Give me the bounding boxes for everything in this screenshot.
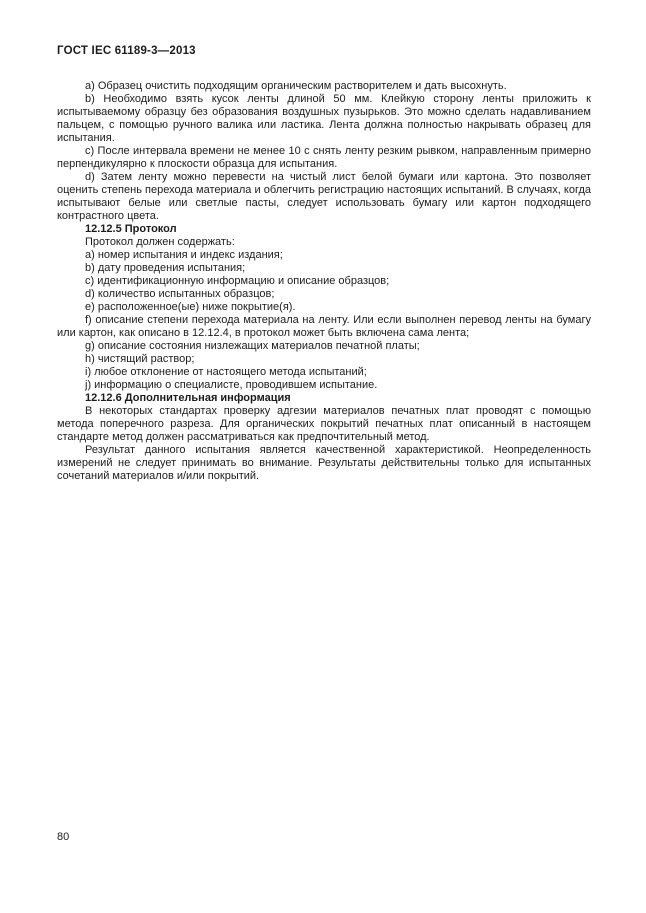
list-item-j-specialist-info: j) информацию о специалисте, проводившем испытание. <box>85 379 378 391</box>
list-item-c-remove-tape: c) После интервала времени не менее 10 с снять ленту резким рывком, направленным примерно перпендикулярно к плоскости образца для испытания. <box>57 145 591 170</box>
list-item-h-cleaning-solution: h) чистящий раствор; <box>85 353 195 365</box>
list-item-d-transfer-tape: d) Затем ленту можно перевести на чистый лист белой бумаги или картона. Это позволяет оценить степень перехода материала и облегчить регистрацию настоящих испытаний. В случаях, когда испытывают белые или светлые пасты, следует использовать бумагу или картон подходящего контрастного цвета. <box>57 171 591 222</box>
list-item-g-board-materials: g) описание состояния низлежащих материалов печатной платы; <box>85 340 420 352</box>
list-item-e-coating: e) расположенное(ые) ниже покрытие(я). <box>85 301 296 313</box>
list-item-f-transfer-degree: f) описание степени перехода материала на ленту. Или если выполнен перевод ленты на бумагу или картон, как описано в 12.12.4, в протокол может быть включена сама лента; <box>57 314 591 339</box>
document-body <box>57 80 591 483</box>
list-item-a-test-number: a) номер испытания и индекс издания; <box>85 249 283 261</box>
list-item-c-identification: c) идентификационную информацию и описание образцов; <box>85 275 390 287</box>
section-heading-additional-info: 12.12.6 Дополнительная информация <box>85 392 291 404</box>
list-item-d-sample-count: d) количество испытанных образцов; <box>85 288 275 300</box>
section-heading-protocol: 12.12.5 Протокол <box>85 223 177 235</box>
list-item-i-deviation: i) любое отклонение от настоящего метода испытаний; <box>85 366 367 378</box>
list-item-b-tape-piece: b) Необходимо взять кусок ленты длиной 50 мм. Клейкую сторону ленты приложить к испытываемому образцу без образования воздушных пузырьков. Это можно сделать надавливанием пальцем, с помощью ручного валика или ластика. Лента должна полностью накрывать образец для испытания. <box>57 93 591 144</box>
list-item-a-clean-sample: a) Образец очистить подходящим органическим растворителем и дать высохнуть. <box>85 80 507 92</box>
list-item-b-test-date: b) дату проведения испытания; <box>85 262 246 274</box>
paragraph-adhesion-check: В некоторых стандартах проверку адгезии материалов печатных плат проводят с помощью метода поперечного разреза. Для органических покрытий печатных плат описанный в настоящем стандарте метод должен рассматриваться как предпочтительный метод. <box>57 405 591 443</box>
page-number: 80 <box>57 831 70 843</box>
document-code-header: ГОСТ IEC 61189-3—2013 <box>57 45 196 57</box>
paragraph-test-result: Результат данного испытания является качественной характеристикой. Неопределенность измерений не следует принимать во внимание. Результаты действительны только для испытанных сочетаний материалов и/или покрытий. <box>57 444 591 482</box>
paragraph-protocol-intro: Протокол должен содержать: <box>85 236 235 248</box>
